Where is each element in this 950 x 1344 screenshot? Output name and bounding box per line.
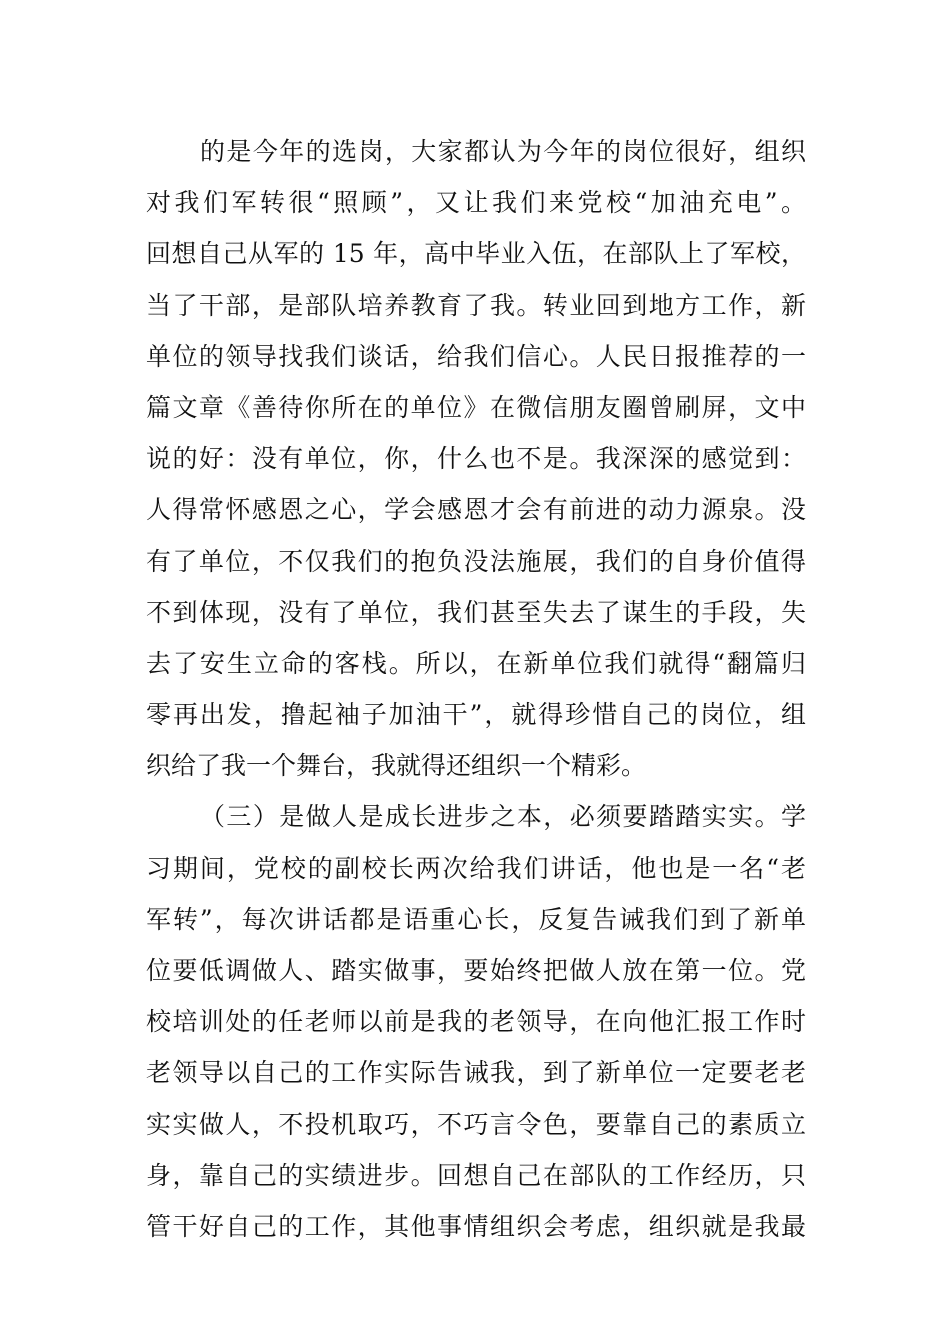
- text-line: 管干好自己的工作，其他事情组织会考虑，组织就是我最: [146, 1211, 806, 1241]
- text-line: 说的好：没有单位，你，什么也不是。我深深的感觉到：: [146, 444, 806, 474]
- text-line: 不到体现，没有了单位，我们甚至失去了谋生的手段，失: [146, 597, 806, 627]
- text-line: 校培训处的任老师以前是我的老领导，在向他汇报工作时: [146, 1007, 806, 1037]
- text-line: 对我们军转很“照顾”，又让我们来党校“加油充电”。: [146, 188, 806, 218]
- body-text: [146, 126, 806, 1252]
- text-line: 身，靠自己的实绩进步。回想自己在部队的工作经历，只: [146, 1160, 806, 1190]
- text-line: 实实做人，不投机取巧，不巧言令色，要靠自己的素质立: [146, 1109, 806, 1139]
- text-line: 人得常怀感恩之心，学会感恩才会有前进的动力源泉。没: [146, 495, 806, 525]
- text-line: 当了干部，是部队培养教育了我。转业回到地方工作，新: [146, 290, 806, 320]
- text-line: 的是今年的选岗，大家都认为今年的岗位很好，组织: [200, 137, 806, 166]
- text-line: 回想自己从军的 15 年，高中毕业入伍，在部队上了军校，: [146, 239, 806, 269]
- text-line: 习期间，党校的副校长两次给我们讲话，他也是一名“老: [146, 853, 806, 883]
- text-line: 有了单位，不仅我们的抱负没法施展，我们的自身价值得: [146, 546, 806, 576]
- text-line: 织给了我一个舞台，我就得还组织一个精彩。: [146, 751, 647, 781]
- text-line: 单位的领导找我们谈话，给我们信心。人民日报推荐的一: [146, 341, 806, 371]
- section-heading-line: （三）是做人是成长进步之本，必须要踏踏实实。学: [200, 802, 806, 832]
- text-line: 老领导以自己的工作实际告诫我，到了新单位一定要老老: [146, 1058, 806, 1088]
- text-line: 篇文章《善待你所在的单位》在微信朋友圈曾刷屏，文中: [146, 392, 806, 422]
- text-line: 去了安生立命的客栈。所以，在新单位我们就得“翻篇归: [146, 648, 806, 678]
- text-line: 零再出发，撸起袖子加油干”，就得珍惜自己的岗位，组: [146, 700, 806, 730]
- text-line: 军转”，每次讲话都是语重心长，反复告诫我们到了新单: [146, 904, 806, 934]
- text-line: 位要低调做人、踏实做事，要始终把做人放在第一位。党: [146, 956, 806, 985]
